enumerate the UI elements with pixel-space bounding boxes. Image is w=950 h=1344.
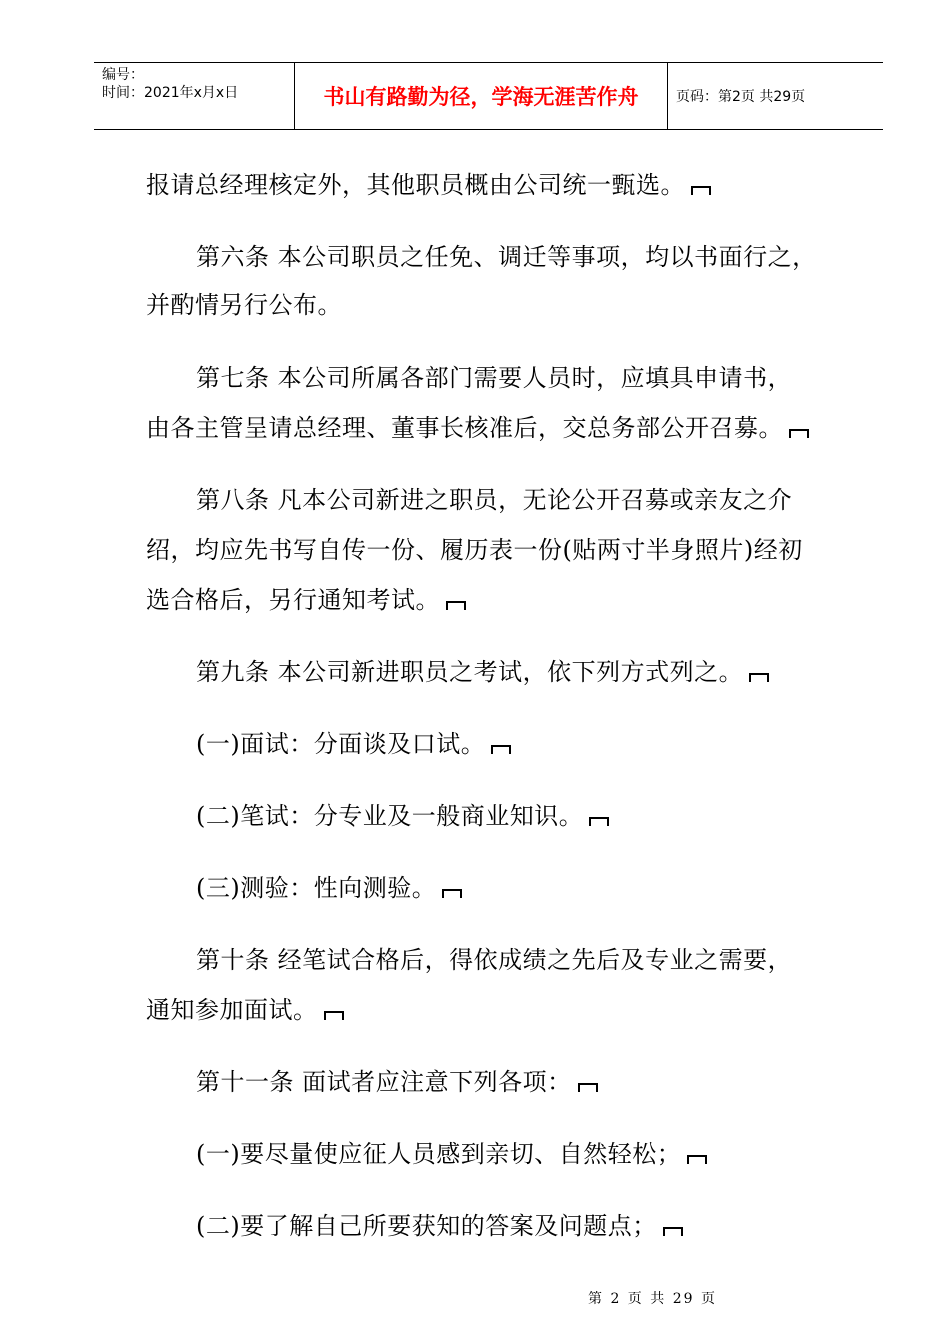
text-line: 选合格后，另行通知考试。 xyxy=(146,585,466,615)
text-line: (二)要了解自己所要获知的答案及问题点； xyxy=(196,1211,683,1241)
text-line: (一)要尽量使应征人员感到亲切、自然轻松； xyxy=(196,1139,707,1169)
text-line: 报请总经理核定外，其他职员概由公司统一甄选。 xyxy=(146,170,711,200)
paragraph-mark-icon xyxy=(687,1155,707,1164)
text-line: 第七条 本公司所属各部门需要人员时，应填具申请书， xyxy=(196,364,793,392)
header-number-label: 编号： xyxy=(102,67,144,83)
paragraph-mark-icon xyxy=(663,1227,683,1236)
paragraph-mark-icon xyxy=(578,1083,598,1092)
paragraph-mark-icon xyxy=(442,889,462,898)
text-line: 第十条 经笔试合格后，得依成绩之先后及专业之需要， xyxy=(196,946,793,974)
text-line: 由各主管呈请总经理、董事长核准后，交总务部公开召募。 xyxy=(146,413,809,443)
text-line: 绍，均应先书写自传一份、履历表一份(贴两寸半身照片)经初 xyxy=(146,536,803,564)
text-line: (一)面试：分面谈及口试。 xyxy=(196,729,511,759)
paragraph-mark-icon xyxy=(446,601,466,610)
text-line: 第九条 本公司新进职员之考试，依下列方式列之。 xyxy=(196,657,769,687)
page-header xyxy=(94,62,883,130)
header-page-label: 页码：第2页 共29页 xyxy=(676,89,806,105)
paragraph-mark-icon xyxy=(789,429,809,438)
paragraph-mark-icon xyxy=(324,1011,344,1020)
text-line: (二)笔试：分专业及一般商业知识。 xyxy=(196,801,609,831)
paragraph-mark-icon xyxy=(691,186,711,195)
header-motto: 书山有路勤为径，学海无涯苦作舟 xyxy=(323,85,639,109)
paragraph-mark-icon xyxy=(749,673,769,682)
paragraph-mark-icon xyxy=(491,745,511,754)
text-line: 第十一条 面试者应注意下列各项： xyxy=(196,1067,598,1097)
header-divider-right xyxy=(667,63,668,129)
text-line: 通知参加面试。 xyxy=(146,995,344,1025)
page-footer: 第 2 页 共 29 页 xyxy=(588,1291,717,1307)
paragraph-mark-icon xyxy=(589,817,609,826)
header-time-label: 时间：2021年x月x日 xyxy=(102,85,239,101)
text-line: (三)测验：性向测验。 xyxy=(196,873,462,903)
text-line: 第六条 本公司职员之任免、调迁等事项，均以书面行之， xyxy=(196,243,817,271)
text-line: 并酌情另行公布。 xyxy=(146,291,342,319)
text-line: 第八条 凡本公司新进之职员，无论公开召募或亲友之介 xyxy=(196,486,793,514)
header-meta xyxy=(102,66,238,102)
